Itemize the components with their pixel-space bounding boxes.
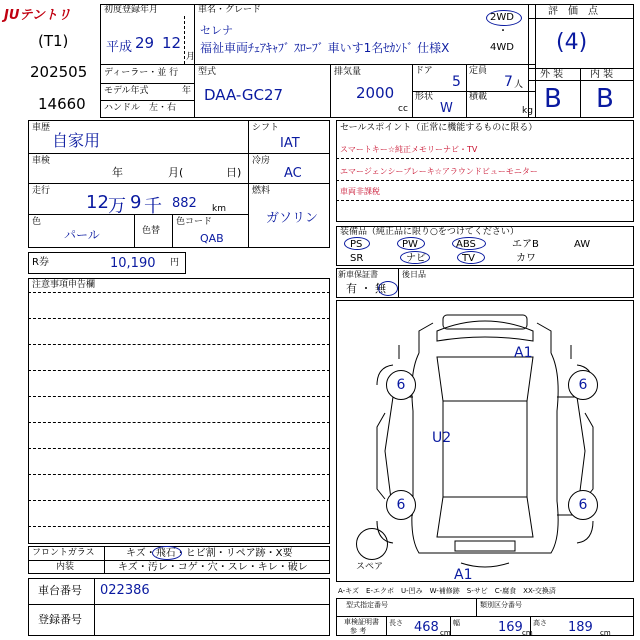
damage-a1-top: A1 — [514, 345, 533, 361]
tire-front-left: 6 — [386, 370, 416, 400]
first-reg-month: 12 — [162, 34, 182, 52]
first-reg-year: 29 — [135, 34, 155, 52]
delivery-label: 後日品 — [402, 270, 426, 279]
shaken-day-unit: 日) — [226, 166, 242, 179]
recycle-value: 10,190 — [110, 256, 156, 271]
auction-logo — [4, 4, 96, 22]
length-label: 長さ — [389, 619, 403, 627]
drive-4wd: 4WD — [490, 42, 514, 53]
equip-tv: TV — [462, 253, 475, 264]
recycle-unit: 円 — [170, 258, 180, 268]
mileage-sen: 9 — [130, 192, 142, 213]
interior-cond-label: 内装 — [56, 562, 75, 572]
front-glass-label: フロントガラス — [32, 548, 95, 558]
cert-label: 車検証明書 — [344, 618, 379, 626]
lot-prefix: (T1) — [38, 32, 69, 50]
sales-point-item: スマートキー☆純正メモリーナビ・TV — [340, 145, 478, 154]
displacement: 2000 — [356, 84, 395, 102]
mileage-sen-unit: 千 — [144, 196, 162, 217]
height-unit: cm — [600, 629, 611, 637]
shape: W — [440, 101, 453, 116]
interior-label: 内 装 — [590, 69, 614, 80]
color-code-label: 色コード — [176, 217, 213, 227]
displacement-label: 排気量 — [334, 67, 362, 77]
shaken-year-unit: 年 — [112, 166, 123, 179]
lot-number: 14660 — [38, 95, 86, 113]
capacity: 7 — [504, 74, 513, 90]
load-label: 積載 — [469, 92, 488, 102]
car-name-label: 車名・グレード — [198, 5, 262, 15]
tire-rear-left: 6 — [386, 490, 416, 520]
handle-label: ハンドル 左・右 — [104, 103, 177, 113]
fuel: ガソリン — [266, 211, 319, 226]
certificate-label: 新車保証書 — [338, 270, 378, 279]
chassis-number: 022386 — [100, 583, 150, 598]
drive-2wd: 2WD — [490, 12, 514, 23]
doors: 5 — [452, 74, 461, 90]
load-unit: kg — [522, 106, 533, 116]
grade: 福祉車両ﾁｪｱｷｬﾌﾞ ｽﾛｰﾌﾞ 車いす1名ｾｶﾝﾄﾞ 仕様X — [200, 41, 450, 55]
shift-label: シフト — [252, 123, 280, 133]
damage-u2: U2 — [432, 430, 452, 446]
equip-navi: ナビ — [406, 253, 426, 264]
exterior-label: 外 装 — [540, 69, 564, 80]
equip-abs: ABS — [456, 239, 476, 250]
color-code: QAB — [200, 232, 224, 245]
recycle-label: R券 — [32, 257, 49, 268]
spare-label: スペア — [356, 562, 384, 572]
length-unit: cm — [440, 629, 451, 637]
dealer-label: ディーラー・並 行 — [104, 68, 179, 78]
equip-pw-circle — [397, 237, 425, 250]
interior-score: B — [596, 84, 614, 114]
spare-tire — [356, 528, 388, 560]
model-label: 型式 — [198, 67, 217, 77]
tire-rear-right: 6 — [568, 490, 598, 520]
equip-airbag: エアB — [512, 239, 539, 250]
height-label: 高さ — [533, 619, 547, 627]
doors-label: ドア — [415, 66, 433, 76]
mileage-man: 12 — [86, 192, 109, 213]
mileage-man-unit: 万 — [108, 196, 126, 217]
mileage-label: 走行 — [32, 186, 51, 196]
front-glass-options: キズ・飛石・ヒビ割・リペア跡・X要 — [126, 548, 293, 559]
capacity-unit: 人 — [514, 80, 524, 90]
reg-label: 登録番号 — [38, 613, 82, 626]
capacity-label: 定員 — [469, 66, 488, 76]
equip-aw: AW — [574, 239, 591, 250]
stone-chip-circle — [152, 546, 182, 560]
sales-point-item: 車両非課税 — [340, 187, 380, 196]
equip-leather: カワ — [516, 253, 536, 264]
spec-label: 型式指定番号 — [346, 601, 388, 609]
equip-tv-circle — [457, 251, 485, 264]
model-year-label: モデル年式 — [104, 86, 149, 96]
ac-label: 冷房 — [252, 156, 271, 166]
width-unit: cm — [522, 629, 533, 637]
score-value: (4) — [556, 30, 588, 55]
class-label: 類別区分番号 — [480, 601, 522, 609]
ref-label: 参 考 — [350, 627, 367, 635]
equipment-label: 装備品（純正品に限り○をつけてください） — [340, 227, 519, 237]
recycle-frame — [28, 252, 186, 274]
width-label: 幅 — [453, 619, 460, 627]
equip-ps-circle — [344, 237, 370, 250]
width: 169 — [498, 620, 523, 635]
sales-point-item: エマージェンシーブレーキ☆アラウンドビューモニター — [340, 167, 538, 176]
first-reg-era: 平成 — [106, 40, 133, 55]
car-name: セレナ — [200, 24, 233, 37]
notes-label: 注意事項申告欄 — [32, 280, 96, 290]
displacement-unit: cc — [398, 104, 408, 114]
mileage-rest: 882 — [172, 196, 197, 211]
shift: IAT — [280, 136, 300, 151]
damage-a1-bottom: A1 — [454, 567, 473, 583]
color-label: 色 — [32, 217, 42, 227]
month-unit: 月 — [186, 52, 196, 62]
logo-text: JUテントリ — [4, 8, 71, 23]
equip-pw: PW — [402, 239, 418, 250]
mileage-unit: km — [212, 204, 226, 214]
exterior-score: B — [544, 84, 562, 114]
ac: AC — [284, 166, 302, 181]
color-change-label: 色替 — [142, 226, 161, 236]
model: DAA-GC27 — [204, 86, 284, 104]
height: 189 — [568, 620, 593, 635]
length: 468 — [414, 620, 439, 635]
color: パール — [64, 228, 100, 242]
shaken-label: 車検 — [32, 156, 51, 166]
score-label: 評 価 点 — [548, 6, 598, 17]
tire-front-right: 6 — [568, 370, 598, 400]
first-reg-label: 初度登録年月 — [104, 5, 159, 15]
equip-abs-circle — [452, 237, 486, 250]
model-year-unit: 年 — [182, 86, 192, 96]
equip-ps: PS — [350, 239, 363, 250]
certificate-options: 有 ・ 無 — [346, 282, 386, 295]
damage-legend: A-キズ E-エクボ U-凹み W-補修跡 S-サビ C-腐食 XX-交換済 — [338, 587, 556, 595]
equip-navi-circle — [400, 251, 430, 264]
interior-cond-options: キズ・汚レ・コゲ・穴・スレ・キレ・破レ — [118, 562, 308, 573]
fuel-label: 燃料 — [252, 186, 271, 196]
history: 自家用 — [52, 131, 101, 150]
shaken-month-unit: 月( — [168, 166, 184, 179]
lot-date: 202505 — [30, 63, 88, 81]
certificate-circle — [378, 281, 398, 296]
drive-dot: ・ — [498, 26, 508, 37]
sales-points-label: セールスポイント（正常に機能するものに限る） — [340, 123, 538, 133]
equip-sr: SR — [350, 253, 364, 264]
chassis-label: 車台番号 — [38, 584, 82, 597]
shape-label: 形状 — [415, 92, 434, 102]
history-label: 車歴 — [32, 123, 51, 133]
